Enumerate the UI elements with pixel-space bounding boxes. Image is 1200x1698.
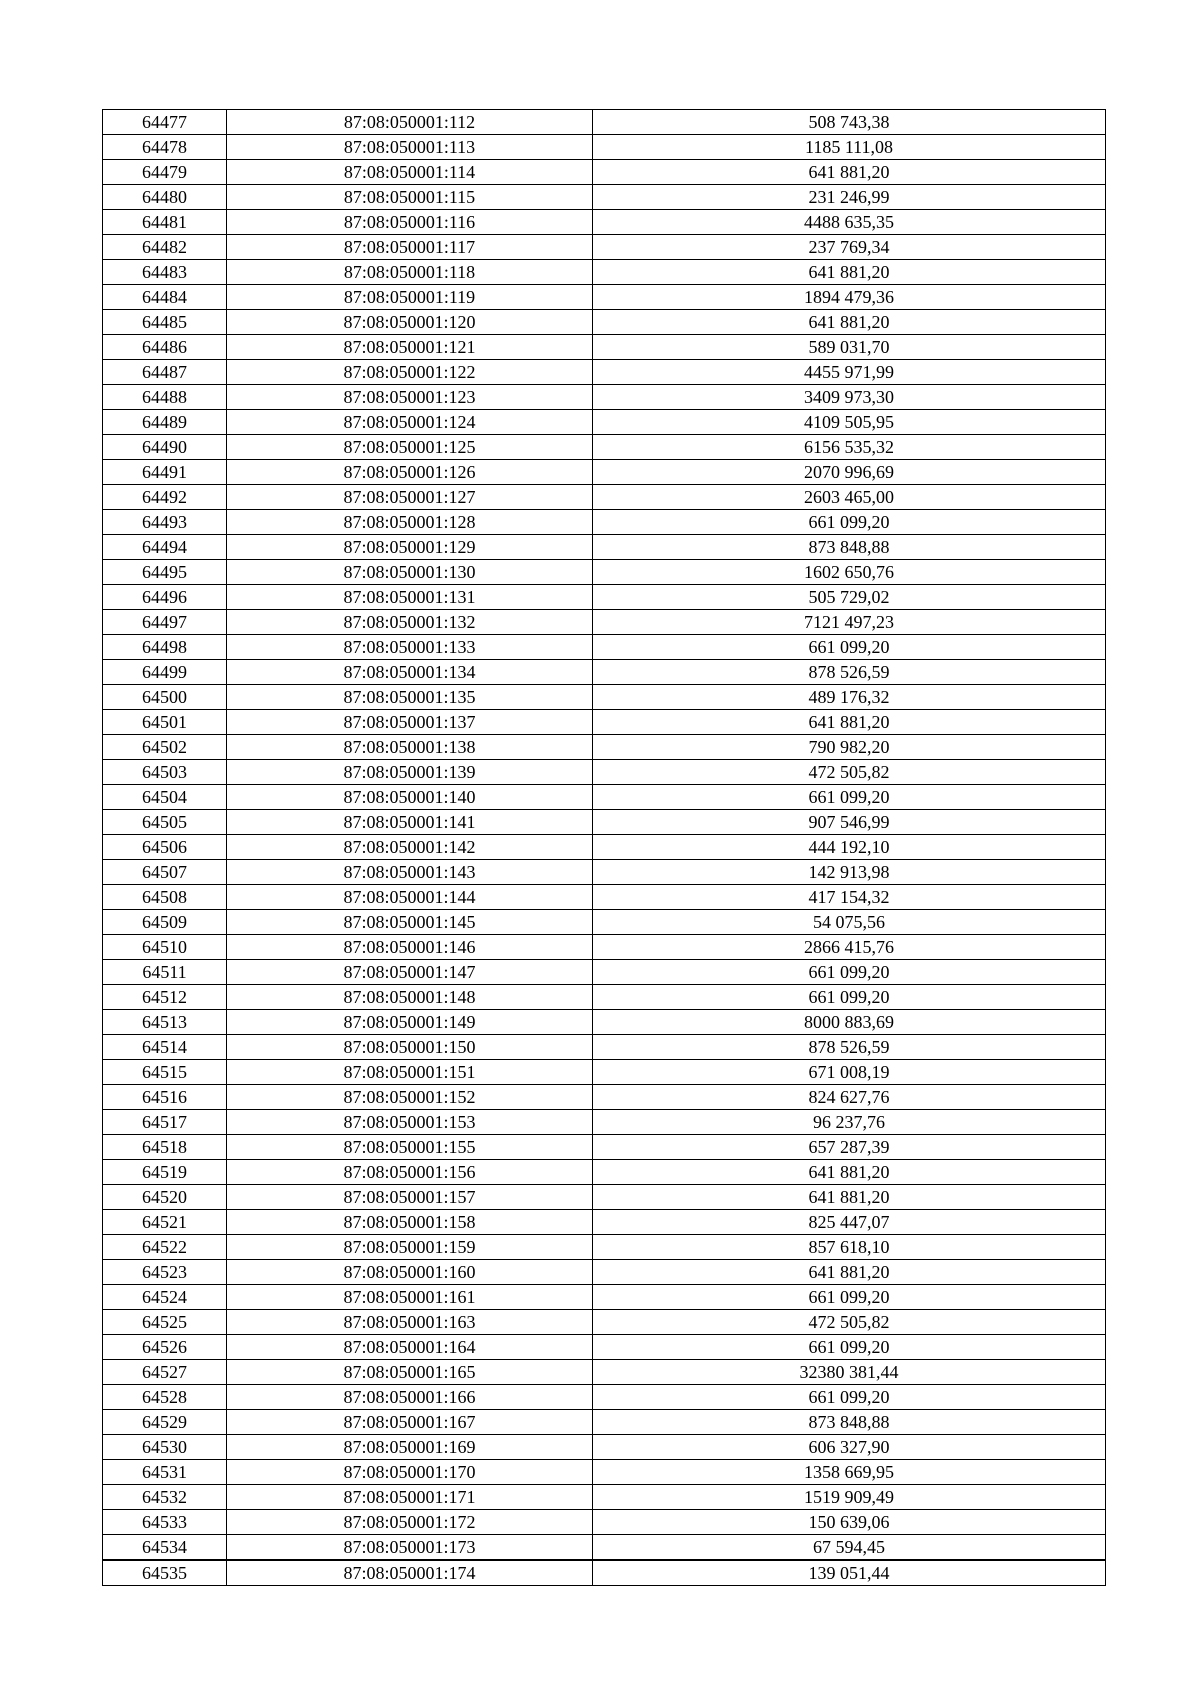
table-row xyxy=(103,1260,1106,1285)
row-number-cell: 64479 xyxy=(103,160,227,185)
row-number-cell: 64477 xyxy=(103,110,227,135)
cadastral-number-cell: 87:08:050001:158 xyxy=(227,1210,593,1235)
cadastral-number-cell: 87:08:050001:131 xyxy=(227,585,593,610)
table-row xyxy=(103,360,1106,385)
table-row xyxy=(103,1310,1106,1335)
row-number-cell: 64521 xyxy=(103,1210,227,1235)
table-row xyxy=(103,310,1106,335)
cadastral-number-cell: 87:08:050001:128 xyxy=(227,510,593,535)
table-row xyxy=(103,910,1106,935)
table-row xyxy=(103,810,1106,835)
row-number-cell: 64528 xyxy=(103,1385,227,1410)
cadastral-value-cell: 661 099,20 xyxy=(593,1335,1106,1360)
cadastral-value-cell: 1519 909,49 xyxy=(593,1485,1106,1510)
row-number-cell: 64488 xyxy=(103,385,227,410)
cadastral-value-cell: 873 848,88 xyxy=(593,535,1106,560)
cadastral-number-cell: 87:08:050001:159 xyxy=(227,1235,593,1260)
row-number-cell: 64490 xyxy=(103,435,227,460)
table-row xyxy=(103,1235,1106,1260)
cadastral-number-cell: 87:08:050001:166 xyxy=(227,1385,593,1410)
table-row xyxy=(103,1060,1106,1085)
table-row xyxy=(103,1385,1106,1410)
row-number-cell: 64482 xyxy=(103,235,227,260)
cadastral-number-cell: 87:08:050001:129 xyxy=(227,535,593,560)
cadastral-value-cell: 150 639,06 xyxy=(593,1510,1106,1535)
cadastral-value-cell: 54 075,56 xyxy=(593,910,1106,935)
cadastral-number-cell: 87:08:050001:157 xyxy=(227,1185,593,1210)
table-row xyxy=(103,1410,1106,1435)
cadastral-value-cell: 641 881,20 xyxy=(593,260,1106,285)
cadastral-number-cell: 87:08:050001:161 xyxy=(227,1285,593,1310)
cadastral-value-cell: 489 176,32 xyxy=(593,685,1106,710)
table-row xyxy=(103,1360,1106,1385)
table-row xyxy=(103,1110,1106,1135)
cadastral-value-cell: 907 546,99 xyxy=(593,810,1106,835)
row-number-cell: 64506 xyxy=(103,835,227,860)
cadastral-value-cell: 857 618,10 xyxy=(593,1235,1106,1260)
cadastral-value-cell: 589 031,70 xyxy=(593,335,1106,360)
table-row xyxy=(103,935,1106,960)
cadastral-number-cell: 87:08:050001:142 xyxy=(227,835,593,860)
cadastral-number-cell: 87:08:050001:144 xyxy=(227,885,593,910)
cadastral-value-cell: 661 099,20 xyxy=(593,1285,1106,1310)
cadastral-value-cell: 1894 479,36 xyxy=(593,285,1106,310)
row-number-cell: 64501 xyxy=(103,710,227,735)
cadastral-number-cell: 87:08:050001:163 xyxy=(227,1310,593,1335)
row-number-cell: 64500 xyxy=(103,685,227,710)
table-row xyxy=(103,210,1106,235)
cadastral-value-table xyxy=(102,109,1106,1586)
cadastral-value-cell: 878 526,59 xyxy=(593,1035,1106,1060)
cadastral-number-cell: 87:08:050001:116 xyxy=(227,210,593,235)
cadastral-value-cell: 661 099,20 xyxy=(593,985,1106,1010)
table-row xyxy=(103,585,1106,610)
cadastral-number-cell: 87:08:050001:123 xyxy=(227,385,593,410)
cadastral-value-cell: 641 881,20 xyxy=(593,160,1106,185)
cadastral-number-cell: 87:08:050001:117 xyxy=(227,235,593,260)
cadastral-value-cell: 661 099,20 xyxy=(593,785,1106,810)
cadastral-value-cell: 641 881,20 xyxy=(593,1160,1106,1185)
table-row xyxy=(103,285,1106,310)
table-row xyxy=(103,1560,1106,1586)
row-number-cell: 64526 xyxy=(103,1335,227,1360)
row-number-cell: 64503 xyxy=(103,760,227,785)
cadastral-value-cell: 472 505,82 xyxy=(593,760,1106,785)
cadastral-value-cell: 139 051,44 xyxy=(593,1560,1106,1586)
row-number-cell: 64491 xyxy=(103,460,227,485)
cadastral-value-cell: 2070 996,69 xyxy=(593,460,1106,485)
table-row xyxy=(103,760,1106,785)
row-number-cell: 64486 xyxy=(103,335,227,360)
table-row xyxy=(103,1485,1106,1510)
cadastral-number-cell: 87:08:050001:121 xyxy=(227,335,593,360)
table-row xyxy=(103,885,1106,910)
table-row xyxy=(103,1510,1106,1535)
table-row xyxy=(103,1185,1106,1210)
cadastral-value-cell: 606 327,90 xyxy=(593,1435,1106,1460)
row-number-cell: 64517 xyxy=(103,1110,227,1135)
row-number-cell: 64507 xyxy=(103,860,227,885)
table-row xyxy=(103,1085,1106,1110)
table-row xyxy=(103,535,1106,560)
cadastral-value-cell: 508 743,38 xyxy=(593,110,1106,135)
row-number-cell: 64502 xyxy=(103,735,227,760)
cadastral-number-cell: 87:08:050001:119 xyxy=(227,285,593,310)
cadastral-number-cell: 87:08:050001:148 xyxy=(227,985,593,1010)
cadastral-value-cell: 641 881,20 xyxy=(593,710,1106,735)
table-row xyxy=(103,410,1106,435)
table-row xyxy=(103,1460,1106,1485)
cadastral-value-cell: 641 881,20 xyxy=(593,1185,1106,1210)
cadastral-value-cell: 873 848,88 xyxy=(593,1410,1106,1435)
table-row xyxy=(103,185,1106,210)
cadastral-number-cell: 87:08:050001:153 xyxy=(227,1110,593,1135)
row-number-cell: 64519 xyxy=(103,1160,227,1185)
table-row xyxy=(103,160,1106,185)
cadastral-value-cell: 641 881,20 xyxy=(593,310,1106,335)
cadastral-number-cell: 87:08:050001:133 xyxy=(227,635,593,660)
row-number-cell: 64508 xyxy=(103,885,227,910)
cadastral-number-cell: 87:08:050001:155 xyxy=(227,1135,593,1160)
table-row xyxy=(103,335,1106,360)
table-row xyxy=(103,1210,1106,1235)
cadastral-value-cell: 671 008,19 xyxy=(593,1060,1106,1085)
cadastral-value-cell: 661 099,20 xyxy=(593,1385,1106,1410)
cadastral-number-cell: 87:08:050001:149 xyxy=(227,1010,593,1035)
table-row xyxy=(103,835,1106,860)
table-row xyxy=(103,135,1106,160)
cadastral-value-cell: 661 099,20 xyxy=(593,960,1106,985)
row-number-cell: 64520 xyxy=(103,1185,227,1210)
row-number-cell: 64494 xyxy=(103,535,227,560)
cadastral-value-cell: 878 526,59 xyxy=(593,660,1106,685)
cadastral-number-cell: 87:08:050001:118 xyxy=(227,260,593,285)
cadastral-value-cell: 472 505,82 xyxy=(593,1310,1106,1335)
cadastral-number-cell: 87:08:050001:130 xyxy=(227,560,593,585)
cadastral-value-cell: 661 099,20 xyxy=(593,510,1106,535)
row-number-cell: 64522 xyxy=(103,1235,227,1260)
table-row xyxy=(103,560,1106,585)
cadastral-number-cell: 87:08:050001:113 xyxy=(227,135,593,160)
cadastral-number-cell: 87:08:050001:150 xyxy=(227,1035,593,1060)
row-number-cell: 64485 xyxy=(103,310,227,335)
cadastral-number-cell: 87:08:050001:135 xyxy=(227,685,593,710)
table-row xyxy=(103,485,1106,510)
table-row xyxy=(103,110,1106,135)
cadastral-number-cell: 87:08:050001:164 xyxy=(227,1335,593,1360)
cadastral-number-cell: 87:08:050001:145 xyxy=(227,910,593,935)
cadastral-value-cell: 142 913,98 xyxy=(593,860,1106,885)
table-row xyxy=(103,985,1106,1010)
cadastral-number-cell: 87:08:050001:114 xyxy=(227,160,593,185)
cadastral-value-cell: 8000 883,69 xyxy=(593,1010,1106,1035)
cadastral-value-cell: 231 246,99 xyxy=(593,185,1106,210)
table-row xyxy=(103,1335,1106,1360)
row-number-cell: 64504 xyxy=(103,785,227,810)
cadastral-number-cell: 87:08:050001:141 xyxy=(227,810,593,835)
cadastral-value-cell: 1185 111,08 xyxy=(593,135,1106,160)
cadastral-number-cell: 87:08:050001:151 xyxy=(227,1060,593,1085)
row-number-cell: 64496 xyxy=(103,585,227,610)
cadastral-value-cell: 32380 381,44 xyxy=(593,1360,1106,1385)
cadastral-number-cell: 87:08:050001:171 xyxy=(227,1485,593,1510)
cadastral-number-cell: 87:08:050001:132 xyxy=(227,610,593,635)
table-row xyxy=(103,635,1106,660)
cadastral-number-cell: 87:08:050001:146 xyxy=(227,935,593,960)
row-number-cell: 64531 xyxy=(103,1460,227,1485)
row-number-cell: 64498 xyxy=(103,635,227,660)
cadastral-number-cell: 87:08:050001:124 xyxy=(227,410,593,435)
table-row xyxy=(103,660,1106,685)
cadastral-number-cell: 87:08:050001:112 xyxy=(227,110,593,135)
row-number-cell: 64515 xyxy=(103,1060,227,1085)
cadastral-value-cell: 825 447,07 xyxy=(593,1210,1106,1235)
row-number-cell: 64483 xyxy=(103,260,227,285)
row-number-cell: 64524 xyxy=(103,1285,227,1310)
table-row xyxy=(103,685,1106,710)
cadastral-value-cell: 3409 973,30 xyxy=(593,385,1106,410)
row-number-cell: 64532 xyxy=(103,1485,227,1510)
cadastral-value-cell: 505 729,02 xyxy=(593,585,1106,610)
table-row xyxy=(103,1535,1106,1561)
cadastral-value-cell: 824 627,76 xyxy=(593,1085,1106,1110)
table-row xyxy=(103,1435,1106,1460)
row-number-cell: 64505 xyxy=(103,810,227,835)
table-row xyxy=(103,960,1106,985)
cadastral-number-cell: 87:08:050001:174 xyxy=(227,1560,593,1586)
cadastral-number-cell: 87:08:050001:152 xyxy=(227,1085,593,1110)
row-number-cell: 64514 xyxy=(103,1035,227,1060)
row-number-cell: 64513 xyxy=(103,1010,227,1035)
cadastral-value-cell: 4488 635,35 xyxy=(593,210,1106,235)
table-row xyxy=(103,785,1106,810)
row-number-cell: 64533 xyxy=(103,1510,227,1535)
cadastral-number-cell: 87:08:050001:165 xyxy=(227,1360,593,1385)
row-number-cell: 64484 xyxy=(103,285,227,310)
cadastral-number-cell: 87:08:050001:115 xyxy=(227,185,593,210)
cadastral-number-cell: 87:08:050001:120 xyxy=(227,310,593,335)
table-row xyxy=(103,1160,1106,1185)
cadastral-number-cell: 87:08:050001:138 xyxy=(227,735,593,760)
row-number-cell: 64487 xyxy=(103,360,227,385)
row-number-cell: 64535 xyxy=(103,1560,227,1586)
cadastral-value-cell: 67 594,45 xyxy=(593,1535,1106,1561)
cadastral-value-cell: 1602 650,76 xyxy=(593,560,1106,585)
cadastral-number-cell: 87:08:050001:167 xyxy=(227,1410,593,1435)
cadastral-number-cell: 87:08:050001:143 xyxy=(227,860,593,885)
cadastral-number-cell: 87:08:050001:170 xyxy=(227,1460,593,1485)
cadastral-value-cell: 657 287,39 xyxy=(593,1135,1106,1160)
row-number-cell: 64493 xyxy=(103,510,227,535)
table-row xyxy=(103,1135,1106,1160)
row-number-cell: 64525 xyxy=(103,1310,227,1335)
cadastral-value-cell: 4109 505,95 xyxy=(593,410,1106,435)
row-number-cell: 64512 xyxy=(103,985,227,1010)
cadastral-number-cell: 87:08:050001:172 xyxy=(227,1510,593,1535)
cadastral-number-cell: 87:08:050001:139 xyxy=(227,760,593,785)
row-number-cell: 64495 xyxy=(103,560,227,585)
cadastral-value-cell: 237 769,34 xyxy=(593,235,1106,260)
cadastral-number-cell: 87:08:050001:134 xyxy=(227,660,593,685)
cadastral-value-cell: 1358 669,95 xyxy=(593,1460,1106,1485)
cadastral-value-cell: 417 154,32 xyxy=(593,885,1106,910)
cadastral-value-cell: 2603 465,00 xyxy=(593,485,1106,510)
cadastral-number-cell: 87:08:050001:137 xyxy=(227,710,593,735)
row-number-cell: 64527 xyxy=(103,1360,227,1385)
table-row xyxy=(103,510,1106,535)
row-number-cell: 64518 xyxy=(103,1135,227,1160)
table-row xyxy=(103,1035,1106,1060)
cadastral-number-cell: 87:08:050001:173 xyxy=(227,1535,593,1561)
table-row xyxy=(103,435,1106,460)
row-number-cell: 64499 xyxy=(103,660,227,685)
row-number-cell: 64516 xyxy=(103,1085,227,1110)
cadastral-value-cell: 96 237,76 xyxy=(593,1110,1106,1135)
table-row xyxy=(103,460,1106,485)
cadastral-number-cell: 87:08:050001:160 xyxy=(227,1260,593,1285)
row-number-cell: 64481 xyxy=(103,210,227,235)
row-number-cell: 64530 xyxy=(103,1435,227,1460)
cadastral-value-cell: 641 881,20 xyxy=(593,1260,1106,1285)
cadastral-number-cell: 87:08:050001:122 xyxy=(227,360,593,385)
row-number-cell: 64489 xyxy=(103,410,227,435)
cadastral-number-cell: 87:08:050001:169 xyxy=(227,1435,593,1460)
table-body xyxy=(103,110,1106,1586)
cadastral-number-cell: 87:08:050001:127 xyxy=(227,485,593,510)
table-row xyxy=(103,235,1106,260)
table-row xyxy=(103,1285,1106,1310)
cadastral-value-cell: 790 982,20 xyxy=(593,735,1106,760)
cadastral-value-cell: 444 192,10 xyxy=(593,835,1106,860)
cadastral-number-cell: 87:08:050001:140 xyxy=(227,785,593,810)
row-number-cell: 64523 xyxy=(103,1260,227,1285)
row-number-cell: 64492 xyxy=(103,485,227,510)
row-number-cell: 64510 xyxy=(103,935,227,960)
table-row xyxy=(103,385,1106,410)
cadastral-value-cell: 661 099,20 xyxy=(593,635,1106,660)
cadastral-value-cell: 7121 497,23 xyxy=(593,610,1106,635)
table-row xyxy=(103,1010,1106,1035)
cadastral-value-cell: 6156 535,32 xyxy=(593,435,1106,460)
table-row xyxy=(103,610,1106,635)
cadastral-number-cell: 87:08:050001:126 xyxy=(227,460,593,485)
table-row xyxy=(103,710,1106,735)
row-number-cell: 64509 xyxy=(103,910,227,935)
row-number-cell: 64478 xyxy=(103,135,227,160)
row-number-cell: 64497 xyxy=(103,610,227,635)
table-row xyxy=(103,260,1106,285)
row-number-cell: 64511 xyxy=(103,960,227,985)
cadastral-value-cell: 2866 415,76 xyxy=(593,935,1106,960)
cadastral-value-cell: 4455 971,99 xyxy=(593,360,1106,385)
cadastral-number-cell: 87:08:050001:125 xyxy=(227,435,593,460)
row-number-cell: 64529 xyxy=(103,1410,227,1435)
row-number-cell: 64534 xyxy=(103,1535,227,1561)
cadastral-number-cell: 87:08:050001:156 xyxy=(227,1160,593,1185)
table-row xyxy=(103,735,1106,760)
row-number-cell: 64480 xyxy=(103,185,227,210)
table-row xyxy=(103,860,1106,885)
cadastral-number-cell: 87:08:050001:147 xyxy=(227,960,593,985)
